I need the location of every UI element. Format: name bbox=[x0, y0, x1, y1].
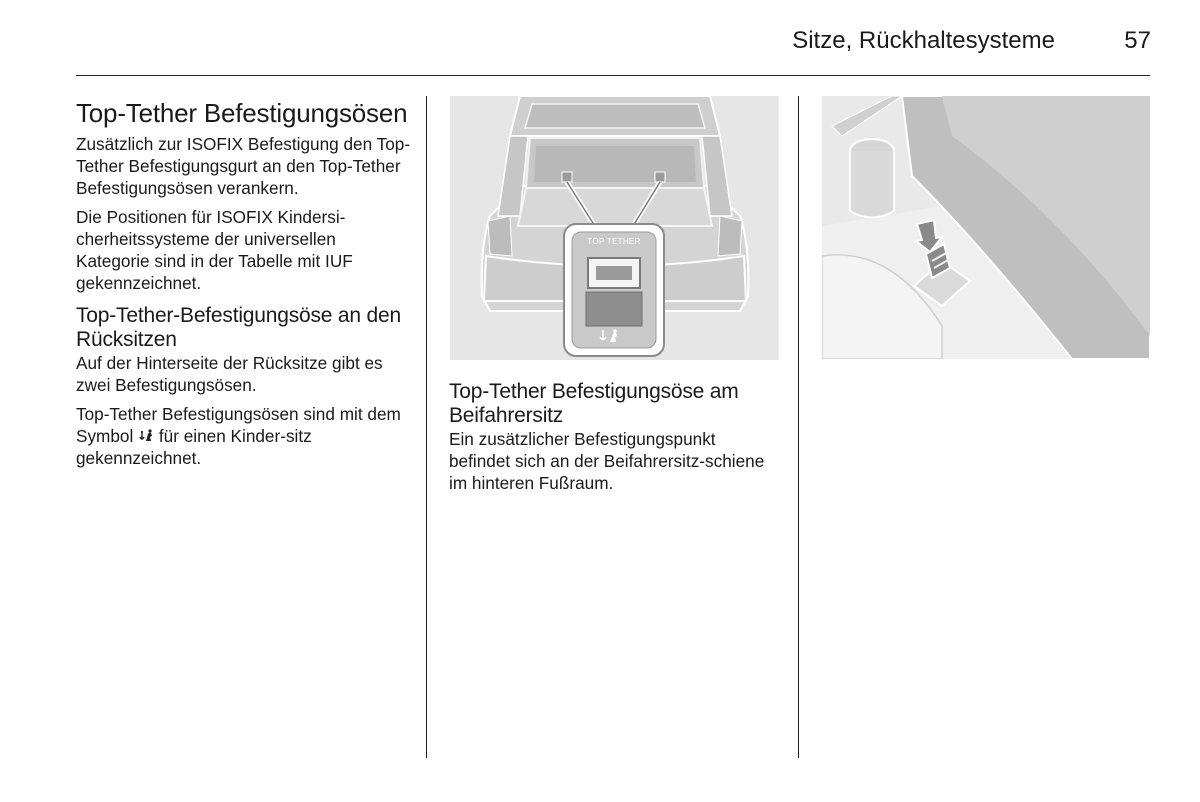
page-number: 57 bbox=[1124, 27, 1151, 54]
figure-label-top-tether: TOP TETHER bbox=[587, 237, 641, 246]
child-seat-anchor-icon bbox=[138, 427, 154, 443]
figure-seat-rail-anchor bbox=[822, 96, 1150, 359]
subheading-passenger-seat: Top-Tether Befestigungsöse am Beifahrersitz bbox=[449, 380, 739, 427]
column-divider-right bbox=[798, 96, 799, 758]
running-header bbox=[700, 26, 1151, 56]
paragraph-isofix-anchoring: Zusätzlich zur ISOFIX Befestigung den Top-Tether Befestigungsgurt an den Top-Tether Befestigungsösen verankern. bbox=[76, 134, 411, 198]
section-heading: Top-Tether Befestigungsösen bbox=[76, 98, 408, 128]
symbol-text-before: Top-Tether Befestigungsösen sind mit dem Symbol bbox=[76, 404, 401, 446]
column-left bbox=[76, 99, 412, 469]
paragraph-passenger-anchor: Ein zusätzlicher Befestigungspunkt befindet sich an der Beifahrersitz-schiene im hinteren Fußraum. bbox=[449, 429, 765, 493]
subheading-rear-seats: Top-Tether-Befestigungsöse an den Rücksitzen bbox=[76, 304, 401, 351]
figure-rear-seat-anchors bbox=[450, 96, 779, 360]
column-middle bbox=[449, 380, 779, 494]
header-rule bbox=[76, 75, 1150, 76]
column-divider-left bbox=[426, 96, 427, 758]
section-title: Sitze, Rückhaltesysteme bbox=[792, 27, 1055, 54]
paragraph-two-anchors: Auf der Hinterseite der Rücksitze gibt es zwei Befestigungsösen. bbox=[76, 353, 383, 395]
paragraph-iuf-positions: Die Positionen für ISOFIX Kindersi-cherheitssysteme der universellen Kategorie sind in der Tabelle mit IUF gekennzeichnet. bbox=[76, 207, 353, 293]
paragraph-symbol bbox=[76, 403, 412, 469]
symbol-text-after: für einen Kinder-sitz gekennzeichnet. bbox=[76, 426, 312, 468]
